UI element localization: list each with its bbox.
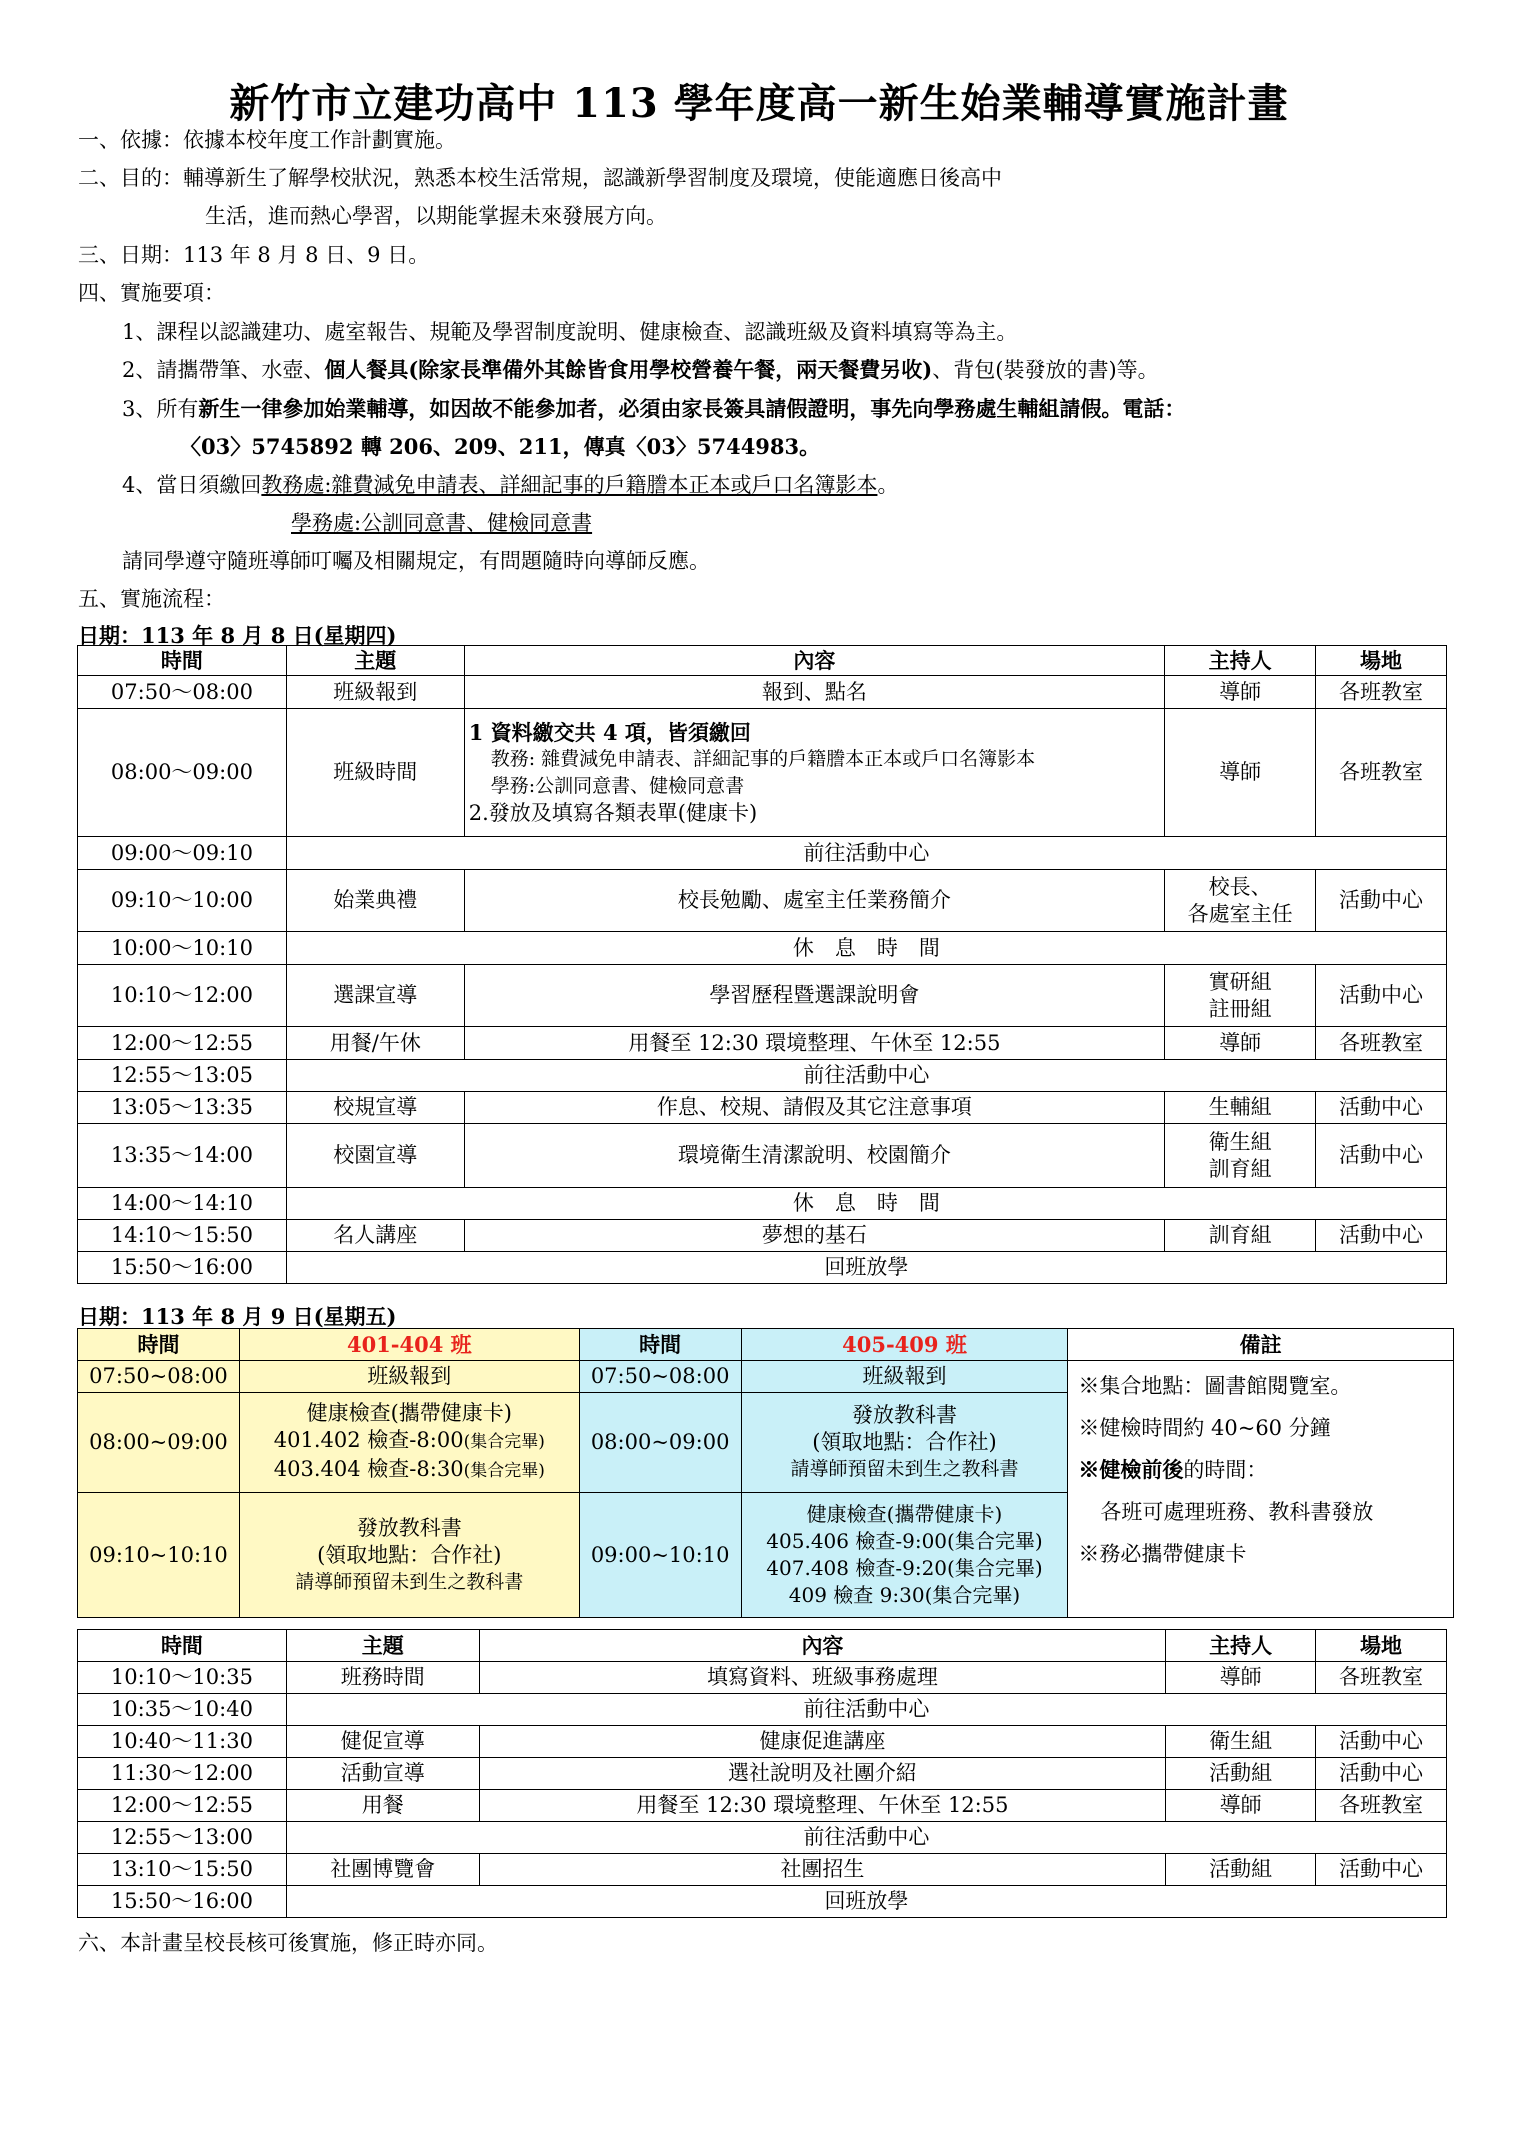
content-line: 1 資料繳交共 4 項，皆須繳回 xyxy=(468,719,751,745)
remark-line: ※務必攜帶健康卡 xyxy=(1078,1542,1247,1566)
cell-content: 填寫資料、班級事務處理 xyxy=(479,1662,1165,1694)
section-approval: 六、本計畫呈校長核可後實施，修正時亦同。 xyxy=(78,1931,498,1955)
table-row xyxy=(78,1662,1447,1694)
cell-place: 活動中心 xyxy=(1316,1854,1447,1886)
table-row xyxy=(78,1124,1447,1188)
cell-host: 衛生組 訓育組 xyxy=(1165,1124,1316,1188)
cell-content: 班級報到 xyxy=(239,1361,579,1393)
cell-time: 07:50~08:00 xyxy=(78,1361,240,1393)
section-items-heading: 四、實施要項： xyxy=(78,281,225,305)
cell-time: 08:00～09:00 xyxy=(78,709,287,837)
cell-content: 發放教科書 (領取地點：合作社) 請導師預留未到生之教科書 xyxy=(239,1493,579,1618)
cell-content: 回班放學 xyxy=(286,1252,1446,1284)
remark-line: ※健檢前後的時間： xyxy=(1078,1457,1268,1482)
header-place: 場地 xyxy=(1316,646,1447,676)
cell-content xyxy=(464,709,1164,837)
table-row xyxy=(78,1694,1447,1726)
cell-time: 09:10～10:00 xyxy=(78,870,287,932)
cell-time: 13:05～13:35 xyxy=(78,1092,287,1124)
header-topic: 主題 xyxy=(286,646,464,676)
remark-line: 各班可處理班務、教科書發放 xyxy=(1100,1500,1374,1524)
remarks-cell xyxy=(1068,1361,1454,1618)
cell-topic: 始業典禮 xyxy=(286,870,464,932)
cell-time: 12:00～12:55 xyxy=(78,1027,287,1060)
cell-time: 15:50～16:00 xyxy=(78,1252,287,1284)
header-place: 場地 xyxy=(1316,1630,1447,1662)
cell-topic: 用餐/午休 xyxy=(286,1027,464,1060)
table-row xyxy=(78,1188,1447,1220)
cell-content: 選社說明及社團介紹 xyxy=(479,1758,1165,1790)
cell-time: 14:00～14:10 xyxy=(78,1188,287,1220)
header-time: 時間 xyxy=(78,1630,287,1662)
cell-content: 前往活動中心 xyxy=(286,837,1446,870)
header-host: 主持人 xyxy=(1165,646,1316,676)
header-time: 時間 xyxy=(78,1329,240,1361)
header-time: 時間 xyxy=(579,1329,741,1361)
cell-topic: 選課宣導 xyxy=(286,965,464,1027)
cell-topic: 校園宣導 xyxy=(286,1124,464,1188)
cell-time: 07:50~08:00 xyxy=(579,1361,741,1393)
day1-schedule-table xyxy=(77,645,1447,1284)
cell-place: 活動中心 xyxy=(1316,965,1447,1027)
content-line: 學務:公訓同意書、健檢同意書 xyxy=(490,774,745,797)
cell-place: 各班教室 xyxy=(1316,1790,1447,1822)
cell-time: 13:10～15:50 xyxy=(78,1854,287,1886)
cell-time: 12:55～13:00 xyxy=(78,1822,287,1854)
table-row xyxy=(78,1060,1447,1092)
cell-topic: 活動宣導 xyxy=(286,1758,479,1790)
cell-host: 生輔組 xyxy=(1165,1092,1316,1124)
item-4: 4、當日須繳回教務處:雜費減免申請表、詳細記事的戶籍謄本正本或戶口名簿影本。 xyxy=(122,473,899,497)
cell-place: 活動中心 xyxy=(1316,1124,1447,1188)
cell-time: 10:40～11:30 xyxy=(78,1726,287,1758)
cell-time: 15:50～16:00 xyxy=(78,1886,287,1918)
cell-place: 各班教室 xyxy=(1316,709,1447,837)
cell-topic: 班級時間 xyxy=(286,709,464,837)
table-header-row xyxy=(78,1630,1447,1662)
cell-host: 校長、 各處室主任 xyxy=(1165,870,1316,932)
cell-time: 10:35～10:40 xyxy=(78,1694,287,1726)
cell-content: 健康促進講座 xyxy=(479,1726,1165,1758)
cell-content: 前往活動中心 xyxy=(286,1694,1446,1726)
table-row xyxy=(78,870,1447,932)
table-row xyxy=(78,1854,1447,1886)
table-row xyxy=(78,709,1447,837)
header-class-405-409: 405-409 班 xyxy=(741,1329,1068,1361)
section-purpose-cont: 生活，進而熱心學習，以期能掌握未來發展方向。 xyxy=(205,204,667,228)
cell-content: 用餐至 12:30 環境整理、午休至 12:55 xyxy=(479,1790,1165,1822)
content-line: 教務: 雜費減免申請表、詳細記事的戶籍謄本正本或戶口名簿影本 xyxy=(490,747,1036,770)
header-time: 時間 xyxy=(78,646,287,676)
table-row xyxy=(78,1726,1447,1758)
item-4-student-affairs: 學務處:公訓同意書、健檢同意書 xyxy=(291,511,593,535)
cell-place: 活動中心 xyxy=(1316,1726,1447,1758)
day2-date-label: 日期：113 年 8 月 9 日(星期五) xyxy=(78,1304,397,1329)
header-content: 內容 xyxy=(464,646,1164,676)
cell-content: 學習歷程暨選課說明會 xyxy=(464,965,1164,1027)
cell-host: 活動組 xyxy=(1166,1854,1316,1886)
table-row xyxy=(78,837,1447,870)
cell-place: 活動中心 xyxy=(1316,1220,1447,1252)
cell-host: 實研組 註冊組 xyxy=(1165,965,1316,1027)
remark-line: ※健檢時間約 40~60 分鐘 xyxy=(1078,1416,1331,1440)
cell-topic: 社團博覽會 xyxy=(286,1854,479,1886)
table-row xyxy=(78,1886,1447,1918)
content-line: 2.發放及填寫各類表單(健康卡) xyxy=(468,800,758,825)
cell-content: 班級報到 xyxy=(741,1361,1068,1393)
cell-host: 導師 xyxy=(1166,1790,1316,1822)
section-date: 三、日期：113 年 8 月 8 日、9 日。 xyxy=(78,243,430,267)
remark-line: ※集合地點：圖書館閱覽室。 xyxy=(1078,1374,1352,1398)
cell-time: 09:00～09:10 xyxy=(78,837,287,870)
cell-place: 各班教室 xyxy=(1316,676,1447,709)
table-row xyxy=(78,1027,1447,1060)
cell-time: 14:10～15:50 xyxy=(78,1220,287,1252)
table-row xyxy=(78,932,1447,965)
cell-content: 作息、校規、請假及其它注意事項 xyxy=(464,1092,1164,1124)
cell-content: 休 息 時 間 xyxy=(286,1188,1446,1220)
cell-time: 08:00~09:00 xyxy=(78,1393,240,1493)
cell-content: 前往活動中心 xyxy=(286,1822,1446,1854)
table-row xyxy=(78,1092,1447,1124)
cell-host: 導師 xyxy=(1165,709,1316,837)
cell-content: 夢想的基石 xyxy=(464,1220,1164,1252)
cell-content: 用餐至 12:30 環境整理、午休至 12:55 xyxy=(464,1027,1164,1060)
cell-time: 07:50～08:00 xyxy=(78,676,287,709)
table-row xyxy=(78,1220,1447,1252)
cell-time: 13:35～14:00 xyxy=(78,1124,287,1188)
cell-place: 活動中心 xyxy=(1316,1758,1447,1790)
cell-host: 導師 xyxy=(1165,676,1316,709)
cell-time: 10:00～10:10 xyxy=(78,932,287,965)
cell-topic: 班級報到 xyxy=(286,676,464,709)
cell-topic: 健促宣導 xyxy=(286,1726,479,1758)
cell-time: 08:00~09:00 xyxy=(579,1393,741,1493)
header-class-401-404: 401-404 班 xyxy=(239,1329,579,1361)
item-3: 3、所有新生一律參加始業輔導，如因故不能參加者，必須由家長簽具請假證明，事先向學務處生輔組請假。電話： xyxy=(122,396,1186,421)
cell-content: 社團招生 xyxy=(479,1854,1165,1886)
cell-place: 活動中心 xyxy=(1316,1092,1447,1124)
cell-host: 活動組 xyxy=(1166,1758,1316,1790)
table-row xyxy=(78,1758,1447,1790)
cell-content: 發放教科書 (領取地點：合作社) 請導師預留未到生之教科書 xyxy=(741,1393,1068,1493)
table-row xyxy=(78,1822,1447,1854)
cell-place: 各班教室 xyxy=(1316,1027,1447,1060)
item-1: 1、課程以認識建功、處室報告、規範及學習制度說明、健康檢查、認識班級及資料填寫等為主。 xyxy=(122,320,1018,344)
cell-time: 09:00~10:10 xyxy=(579,1493,741,1618)
cell-topic: 班務時間 xyxy=(286,1662,479,1694)
cell-time: 12:55～13:05 xyxy=(78,1060,287,1092)
header-remarks: 備註 xyxy=(1068,1329,1454,1361)
cell-content: 報到、點名 xyxy=(464,676,1164,709)
cell-content: 休 息 時 間 xyxy=(286,932,1446,965)
cell-host: 導師 xyxy=(1165,1027,1316,1060)
cell-content: 校長勉勵、處室主任業務簡介 xyxy=(464,870,1164,932)
table-row xyxy=(78,1252,1447,1284)
item-2: 2、請攜帶筆、水壺、個人餐具(除家長準備外其餘皆食用學校營養午餐，兩天餐費另收)、背包(裝發放的書)等。 xyxy=(122,357,1159,382)
cell-content: 前往活動中心 xyxy=(286,1060,1446,1092)
header-content: 內容 xyxy=(479,1630,1165,1662)
header-topic: 主題 xyxy=(286,1630,479,1662)
page-title: 新竹市立建功高中 113 學年度高一新生始業輔導實施計畫 xyxy=(229,80,1289,127)
table-row xyxy=(78,1790,1447,1822)
day2-split-table xyxy=(77,1328,1454,1618)
cell-content: 健康檢查(攜帶健康卡) 405.406 檢查-9:00(集合完畢) 407.408 檢查-9:20(集合完畢) 409 檢查 9:30(集合完畢) xyxy=(741,1493,1068,1618)
table-row xyxy=(78,676,1447,709)
table-row xyxy=(78,1361,1454,1393)
cell-host: 衛生組 xyxy=(1166,1726,1316,1758)
cell-topic: 名人講座 xyxy=(286,1220,464,1252)
cell-topic: 校規宣導 xyxy=(286,1092,464,1124)
cell-time: 10:10～12:00 xyxy=(78,965,287,1027)
table-header-row xyxy=(78,1329,1454,1361)
cell-content: 回班放學 xyxy=(286,1886,1446,1918)
section-purpose: 二、目的：輔導新生了解學校狀況，熟悉本校生活常規，認識新學習制度及環境，使能適應日後高中 xyxy=(78,166,1002,190)
cell-host: 導師 xyxy=(1166,1662,1316,1694)
section-flow-heading: 五、實施流程： xyxy=(78,587,225,611)
day2-schedule-table xyxy=(77,1629,1447,1918)
reminder-note: 請同學遵守隨班導師叮囑及相關規定，有問題隨時向導師反應。 xyxy=(122,549,710,573)
cell-place: 活動中心 xyxy=(1316,870,1447,932)
cell-time: 12:00～12:55 xyxy=(78,1790,287,1822)
item-3-phone: 〈03〉5745892 轉 206、209、211，傳真〈03〉5744983。 xyxy=(180,434,821,459)
table-header-row xyxy=(78,646,1447,676)
cell-time: 10:10～10:35 xyxy=(78,1662,287,1694)
cell-content: 健康檢查(攜帶健康卡) 401.402 檢查-8:00(集合完畢) 403.404 檢查-8:30(集合完畢) xyxy=(239,1393,579,1493)
cell-time: 09:10~10:10 xyxy=(78,1493,240,1618)
cell-place: 各班教室 xyxy=(1316,1662,1447,1694)
cell-host: 訓育組 xyxy=(1165,1220,1316,1252)
day1-date-label: 日期：113 年 8 月 8 日(星期四) xyxy=(78,623,397,648)
header-host: 主持人 xyxy=(1166,1630,1316,1662)
section-basis: 一、依據：依據本校年度工作計劃實施。 xyxy=(78,128,456,152)
cell-content: 環境衛生清潔說明、校園簡介 xyxy=(464,1124,1164,1188)
table-row xyxy=(78,965,1447,1027)
cell-time: 11:30～12:00 xyxy=(78,1758,287,1790)
cell-topic: 用餐 xyxy=(286,1790,479,1822)
